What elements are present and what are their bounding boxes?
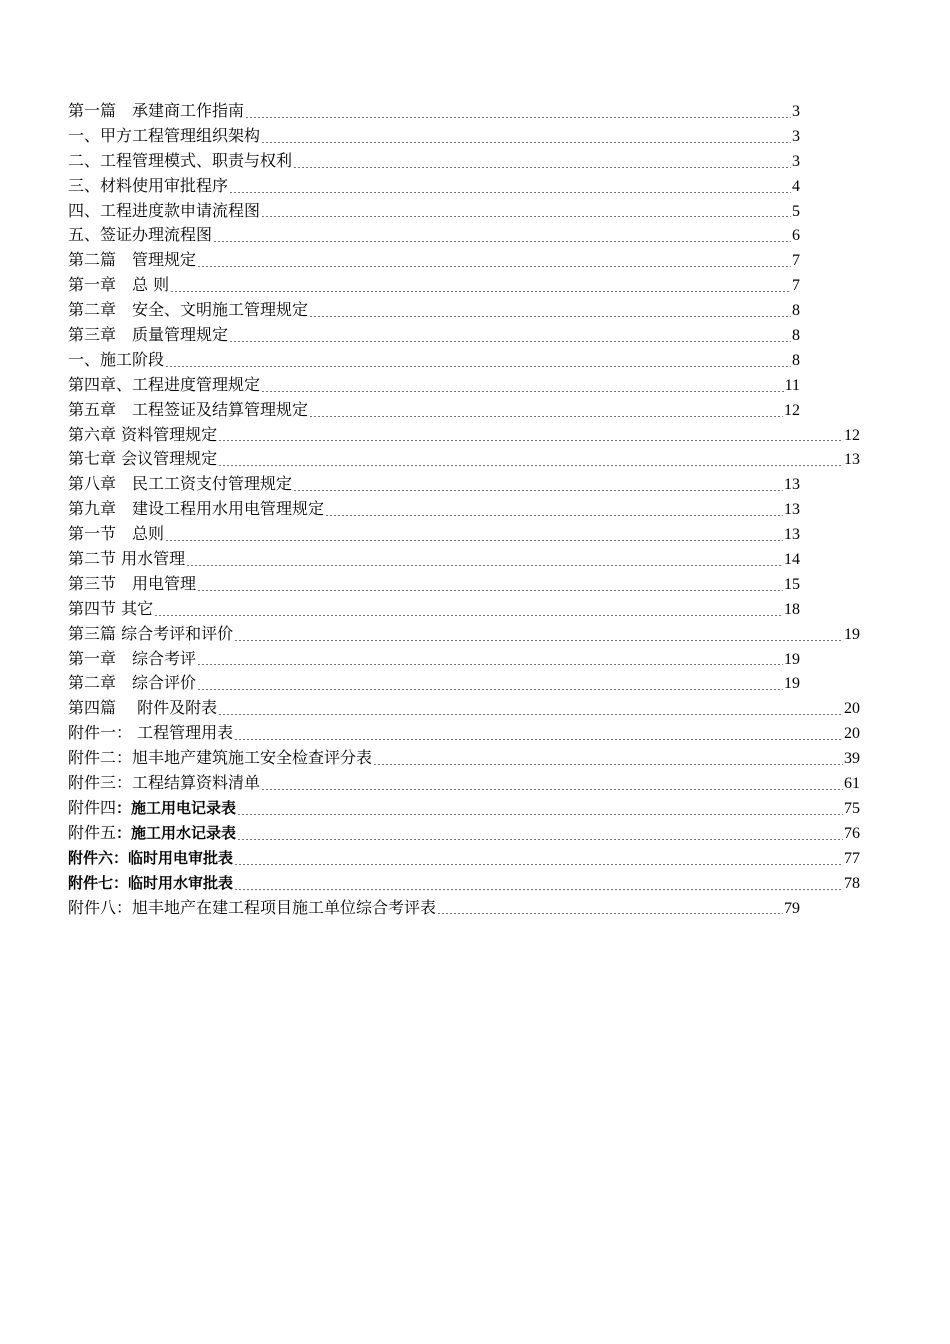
toc-dot-leader xyxy=(234,640,843,641)
toc-entry[interactable] xyxy=(68,721,860,746)
toc-dot-leader xyxy=(293,490,783,491)
toc-entry[interactable] xyxy=(68,174,800,199)
toc-entry-title: 第二篇 管理规定 xyxy=(68,250,197,270)
toc-entry-page-number: 19 xyxy=(784,675,800,693)
toc-entry-title: 第三章 质量管理规定 xyxy=(68,325,229,345)
toc-dot-leader xyxy=(154,615,783,616)
toc-entry-page-number: 13 xyxy=(844,451,860,469)
toc-entry-title: 第二章 综合评价 xyxy=(68,673,197,693)
toc-entry[interactable] xyxy=(68,846,860,871)
toc-entry[interactable] xyxy=(68,323,800,348)
toc-entry[interactable] xyxy=(68,671,800,696)
toc-entry-page-number: 77 xyxy=(844,849,860,867)
toc-entry-title: 附件七：临时用水审批表 xyxy=(68,873,234,892)
toc-entry[interactable] xyxy=(68,746,860,771)
toc-entry-page-number: 3 xyxy=(792,127,800,145)
toc-entry[interactable] xyxy=(68,199,800,224)
toc-entry-page-number: 8 xyxy=(792,302,800,320)
toc-entry-title: 附件八：旭丰地产在建工程项目施工单位综合考评表 xyxy=(68,897,437,917)
toc-entry-title: 第四节 其它 xyxy=(68,598,154,618)
toc-entry-page-number: 61 xyxy=(844,775,860,793)
toc-entry-title: 附件一： 工程管理用表 xyxy=(68,723,234,743)
toc-entry[interactable] xyxy=(68,896,800,921)
toc-entry-title: 四、工程进度款申请流程图 xyxy=(68,200,261,220)
toc-entry-title: 第八章 民工工资支付管理规定 xyxy=(68,474,293,494)
toc-entry[interactable] xyxy=(68,696,860,721)
toc-entry-page-number: 79 xyxy=(784,899,800,917)
toc-dot-leader xyxy=(218,465,843,466)
toc-dot-leader xyxy=(197,266,791,267)
toc-entry[interactable] xyxy=(68,298,800,323)
toc-entry-title: 三、材料使用审批程序 xyxy=(68,175,229,195)
toc-entry-title: 第二节 用水管理 xyxy=(68,549,186,569)
toc-entry-title: 附件二：旭丰地产建筑施工安全检查评分表 xyxy=(68,748,373,768)
toc-entry-title: 第一章 总 则 xyxy=(68,275,170,295)
toc-dot-leader xyxy=(261,142,791,143)
toc-entry-title: 一、甲方工程管理组织架构 xyxy=(68,125,261,145)
toc-entry-page-number: 13 xyxy=(784,476,800,494)
toc-entry-page-number: 7 xyxy=(792,252,800,270)
toc-dot-leader xyxy=(261,216,791,217)
toc-entry-title: 二、工程管理模式、职责与权利 xyxy=(68,150,293,170)
toc-dot-leader xyxy=(245,117,791,118)
toc-entry[interactable] xyxy=(68,248,800,273)
toc-entry[interactable] xyxy=(68,223,800,248)
toc-entry[interactable] xyxy=(68,522,800,547)
toc-entry[interactable] xyxy=(68,99,800,124)
toc-entry[interactable] xyxy=(68,871,860,896)
toc-entry-title: 第一章 综合考评 xyxy=(68,648,197,668)
toc-dot-leader xyxy=(170,291,791,292)
toc-entry-page-number: 15 xyxy=(784,575,800,593)
toc-entry-title: 第三篇 综合考评和评价 xyxy=(68,623,234,643)
toc-entry[interactable] xyxy=(68,124,800,149)
toc-entry-page-number: 6 xyxy=(792,227,800,245)
toc-entry-page-number: 39 xyxy=(844,750,860,768)
toc-dot-leader xyxy=(229,192,791,193)
toc-dot-leader xyxy=(261,789,843,790)
toc-dot-leader xyxy=(373,764,843,765)
toc-entry[interactable] xyxy=(68,622,860,647)
toc-entry[interactable] xyxy=(68,472,800,497)
toc-entry-title: 第一节 总则 xyxy=(68,524,165,544)
toc-entry-page-number: 8 xyxy=(792,327,800,345)
toc-dot-leader xyxy=(197,664,783,665)
toc-entry[interactable] xyxy=(68,572,800,597)
toc-dot-leader xyxy=(165,540,783,541)
toc-entry-title: 第三节 用电管理 xyxy=(68,573,197,593)
toc-entry-title: 附件五：施工用水记录表 xyxy=(68,822,237,842)
toc-entry-page-number: 20 xyxy=(844,700,860,718)
toc-entry[interactable] xyxy=(68,597,800,622)
toc-dot-leader xyxy=(234,889,843,890)
toc-entry-title: 附件六：临时用电审批表 xyxy=(68,848,234,867)
toc-entry-page-number: 76 xyxy=(844,824,860,842)
toc-entry-page-number: 13 xyxy=(784,501,800,519)
toc-entry[interactable] xyxy=(68,398,800,423)
toc-entry[interactable] xyxy=(68,423,860,448)
toc-entry-title: 五、签证办理流程图 xyxy=(68,225,213,245)
toc-entry-page-number: 5 xyxy=(792,202,800,220)
toc-entry-title: 附件四：施工用电记录表 xyxy=(68,797,237,817)
toc-dot-leader xyxy=(234,864,843,865)
toc-dot-leader xyxy=(165,366,791,367)
toc-entry[interactable] xyxy=(68,348,800,373)
toc-entry-title: 第二章 安全、文明施工管理规定 xyxy=(68,300,309,320)
toc-entry[interactable] xyxy=(68,447,860,472)
toc-entry-page-number: 4 xyxy=(792,177,800,195)
toc-dot-leader xyxy=(237,839,843,840)
toc-entry-title: 第四章、工程进度管理规定 xyxy=(68,374,261,394)
toc-dot-leader xyxy=(325,515,783,516)
toc-entry[interactable] xyxy=(68,273,800,298)
toc-entry-page-number: 7 xyxy=(792,277,800,295)
toc-entry-page-number: 12 xyxy=(844,426,860,444)
toc-dot-leader xyxy=(213,241,791,242)
toc-dot-leader xyxy=(186,565,783,566)
toc-dot-leader xyxy=(234,739,843,740)
toc-entry-title: 一、施工阶段 xyxy=(68,349,165,369)
toc-entry[interactable] xyxy=(68,821,860,846)
toc-entry[interactable] xyxy=(68,647,800,672)
toc-dot-leader xyxy=(261,391,784,392)
toc-entry-page-number: 20 xyxy=(844,725,860,743)
toc-dot-leader xyxy=(197,689,783,690)
toc-entry-page-number: 14 xyxy=(784,551,800,569)
toc-entry-page-number: 75 xyxy=(844,799,860,817)
toc-dot-leader xyxy=(293,167,791,168)
toc-dot-leader xyxy=(197,590,783,591)
toc-entry-page-number: 78 xyxy=(844,874,860,892)
toc-entry[interactable] xyxy=(68,497,800,522)
toc-entry-title: 第五章 工程签证及结算管理规定 xyxy=(68,399,309,419)
toc-dot-leader xyxy=(237,814,843,815)
toc-entry-title: 第四篇 附件及附表 xyxy=(68,698,218,718)
table-of-contents xyxy=(68,99,868,920)
toc-entry-page-number: 3 xyxy=(792,152,800,170)
toc-entry-title: 第九章 建设工程用水用电管理规定 xyxy=(68,499,325,519)
toc-dot-leader xyxy=(309,316,791,317)
toc-entry-title: 第七章 会议管理规定 xyxy=(68,449,218,469)
toc-entry-page-number: 19 xyxy=(784,650,800,668)
toc-dot-leader xyxy=(229,341,791,342)
toc-dot-leader xyxy=(437,913,783,914)
toc-entry[interactable] xyxy=(68,547,800,572)
toc-entry-page-number: 13 xyxy=(784,526,800,544)
toc-entry-page-number: 3 xyxy=(792,103,800,120)
toc-dot-leader xyxy=(309,416,783,417)
toc-entry[interactable] xyxy=(68,796,860,821)
toc-dot-leader xyxy=(218,714,843,715)
toc-entry[interactable] xyxy=(68,149,800,174)
toc-entry-page-number: 8 xyxy=(792,351,800,369)
toc-entry-page-number: 11 xyxy=(784,376,800,394)
toc-entry-title: 第一篇 承建商工作指南 xyxy=(68,101,245,120)
toc-entry[interactable] xyxy=(68,373,800,398)
toc-entry-page-number: 19 xyxy=(844,625,860,643)
toc-entry[interactable] xyxy=(68,771,860,796)
toc-entry-page-number: 12 xyxy=(784,401,800,419)
toc-entry-page-number: 18 xyxy=(784,600,800,618)
toc-entry-title: 第六章 资料管理规定 xyxy=(68,424,218,444)
toc-dot-leader xyxy=(218,440,843,441)
toc-entry-title: 附件三：工程结算资料清单 xyxy=(68,773,261,793)
